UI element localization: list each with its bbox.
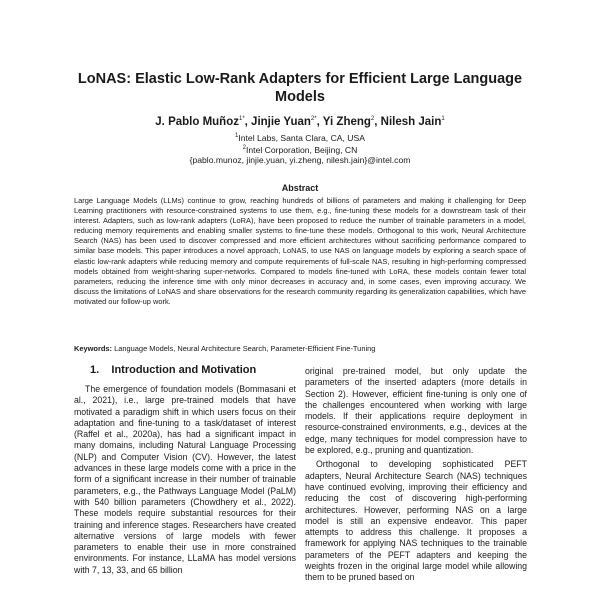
- affiliation-mark: 1: [235, 133, 239, 139]
- author-emails: {pablo.munoz, jinjie.yuan, yi.zheng, nilesh.jain}@intel.com: [189, 155, 411, 165]
- affiliation-text: Intel Corporation, Beijing, CN: [246, 144, 358, 155]
- author-marks: 1*: [238, 116, 245, 123]
- author-name: Nilesh Jain: [380, 116, 442, 128]
- author-separator: ,: [374, 116, 381, 128]
- author-name: Jinjie Yuan: [251, 116, 311, 128]
- paper-title: LoNAS: Elastic Low-Rank Adapters for Efficient Large Language Models: [77, 71, 523, 105]
- author-name: Yi Zheng: [322, 116, 371, 128]
- author-separator: ,: [316, 116, 323, 128]
- keywords: [74, 344, 526, 354]
- abstract-text: Large Language Models (LLMs) continue to grow, reaching hundreds of billions of parameters and making it challenging for Deep Learning practitioners with resource-constrained systems to use them, e.g., fine-tuning these models for a downstream task of their interest. Adapters, such as low-rank adapters (LoRA), have been proposed to reduce the number of trainable parameters in a model, reducing memory requirements and enabling smaller systems to fine-tune these models. Orthogonal to this work, Neural Architecture Search (NAS) has been used to discover compressed and more efficient architectures without sacrificing performance compared to similar base models. This paper introduces a novel approach, LoNAS, to use NAS on language models by exploring a search space of elastic low-rank adapters while reducing memory and compute requirements of full-scale NAS, resulting in high-performing compressed models obtained from weight-sharing super-networks. Compared to models fine-tuned with LoRA, these models contain fewer total parameters, reducing the inference time with only minor decreases in accuracy and, in some cases, even improving accuracy. We discuss the limitations of LoNAS and share observations for the research community regarding its generalization capabilities, which have motivated our follow-up work.: [74, 196, 526, 306]
- author-marks: 2: [370, 116, 375, 123]
- affiliation-mark: 2: [242, 145, 247, 151]
- body-paragraph: Orthogonal to developing sophisticated PEFT adapters, Neural Architecture Search (NAS) techniques have continued evolving, improving their efficiency and reducing the cost of discovering high-performing architectures. However, performing NAS on a large model is still an expensive endeavor. This paper attempts to address this challenge. It proposes a framework for applying NAS techniques to the trainable parameters of the PEFT adapters and keeping the weights frozen in the original large model while allowing them to be pruned based on: [305, 459, 527, 583]
- author-marks: 2*: [310, 116, 317, 123]
- right-column: [305, 366, 527, 584]
- author-list: [60, 116, 540, 128]
- author-name: J. Pablo Muñoz: [155, 116, 239, 128]
- affiliation-text: Intel Labs, Santa Clara, CA, USA: [238, 132, 365, 143]
- keywords-text: Language Models, Neural Architecture Search, Parameter-Efficient Fine-Tuning: [114, 344, 376, 353]
- body-paragraph: original pre-trained model, but only update the parameters of the inserted adapters (more details in Section 2). However, efficient fine-tuning is only one of the challenges encountered when working with large models. If their applications require deployment in resource-constrained environments, e.g., devices at the edge, many techniques for model compression have to be explored, e.g., pruning and quantization.: [305, 366, 527, 456]
- affiliation-2: [60, 143, 540, 155]
- affiliation-1: [60, 131, 540, 143]
- author-marks: 1: [441, 116, 445, 123]
- body-paragraph: The emergence of foundation models (Bommasani et al., 2021), i.e., large pre-trained models that have motivated a paradigm shift in which users focus on their adaptation and fine-tuning to a task/dataset of interest (Raffel et al., 2020a), has had a significant impact in many domains, including Natural Language Processing (NLP) and Computer Vision (CV). However, the latest advances in these large models come with a price in the form of a significant increase in their number of trainable parameters, e.g., the Pathways Language Model (PaLM) with 540 billion parameters (Chowdhery et al., 2022). These models require substantial resources for their training and inference stages. Researchers have created alternative versions of large models with fewer parameters to enable their use in more constrained environments. For instance, LLaMA has model versions with 7, 13, 33, and 65 billion: [74, 384, 296, 575]
- author-separator: ,: [244, 116, 252, 128]
- left-column: [74, 384, 296, 576]
- keywords-label: Keywords:: [74, 344, 113, 353]
- abstract-heading: Abstract: [281, 183, 319, 193]
- section-title: 1. Introduction and Motivation: [90, 364, 257, 376]
